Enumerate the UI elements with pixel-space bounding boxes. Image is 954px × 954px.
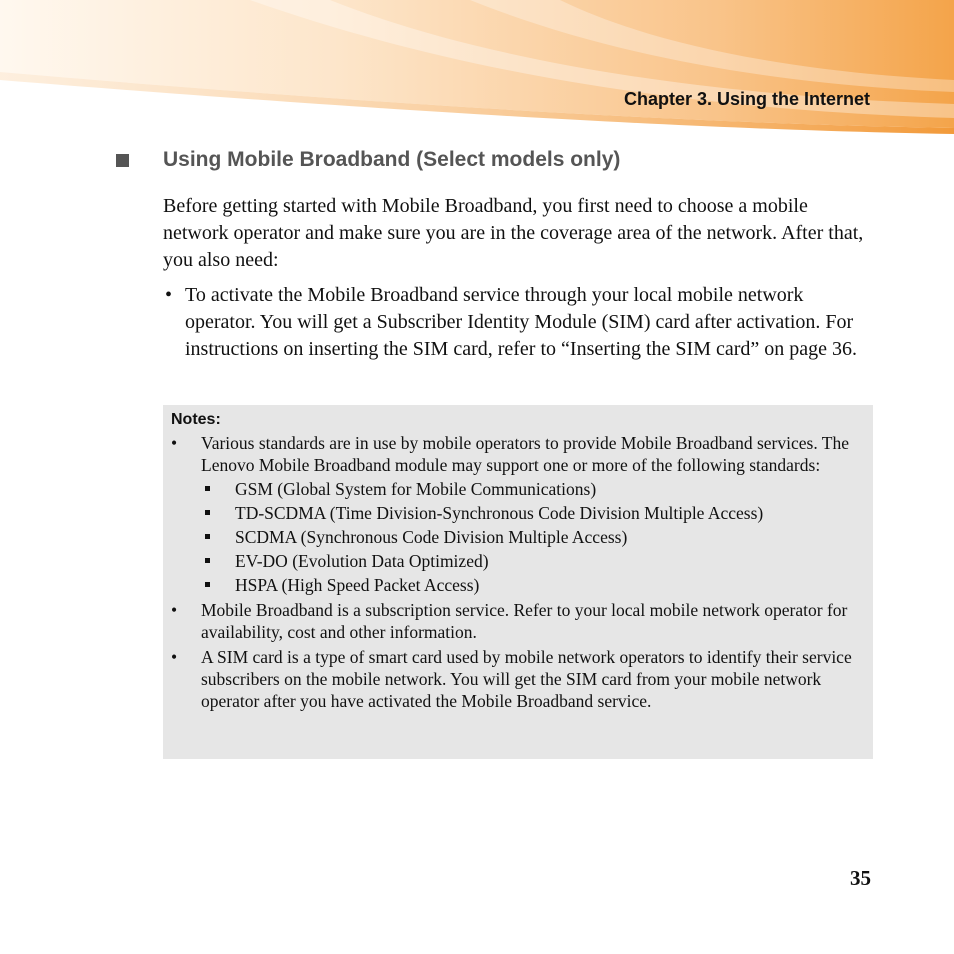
section-heading [116, 148, 620, 172]
standard-item [201, 550, 865, 572]
standard-item [201, 502, 865, 524]
standard-item [201, 478, 865, 500]
square-bullet-icon [205, 582, 210, 587]
standard-text: GSM (Global System for Mobile Communications) [235, 479, 597, 499]
bullet-icon: • [171, 647, 178, 667]
standard-text: HSPA (High Speed Packet Access) [235, 575, 480, 595]
notes-list [171, 432, 873, 712]
chapter-title: Chapter 3. Using the Internet [623, 89, 870, 109]
square-bullet-icon [205, 558, 210, 563]
standard-item [201, 574, 865, 596]
note-item [171, 599, 873, 643]
square-bullet-icon [205, 510, 210, 515]
standard-item [201, 526, 865, 548]
note-text: Various standards are in use by mobile operators to provide Mobile Broadband services. The Lenovo Mobile Broadband module may support one or more of the following standards: [201, 433, 849, 475]
bullet-icon: • [171, 433, 178, 453]
standard-text: EV-DO (Evolution Data Optimized) [235, 551, 489, 571]
bullet-icon: • [171, 600, 178, 620]
notes-box [163, 405, 873, 759]
note-text: A SIM card is a type of smart card used by mobile network operators to identify their service subscribers on the mobile network. You will get the SIM card from your mobile network operator after you have activated the Mobile Broadband service. [201, 647, 852, 711]
header-swoosh-decoration [0, 0, 954, 140]
notes-heading: Notes: [171, 411, 221, 428]
section-title: Using Mobile Broadband (Select models only) [163, 148, 621, 171]
square-bullet-icon [116, 154, 129, 167]
intro-paragraph: Before getting started with Mobile Broadband, you first need to choose a mobile network operator and make sure you are in the coverage area of the network. After that, you also need: [163, 195, 864, 271]
note-item [171, 646, 873, 712]
requirements-list [163, 282, 875, 363]
square-bullet-icon [205, 534, 210, 539]
bullet-icon: • [165, 284, 173, 306]
page-number: 35 [850, 866, 871, 890]
standards-list [201, 478, 865, 596]
list-item [163, 282, 875, 363]
note-item [171, 432, 873, 596]
standard-text: TD-SCDMA (Time Division-Synchronous Code Division Multiple Access) [235, 503, 764, 523]
list-item-text: To activate the Mobile Broadband service through your local mobile network operator. You will get a Subscriber Identity Module (SIM) card after activation. For instructions on inserting the SIM card, refer to “Inserting the SIM card” on page 36. [185, 284, 858, 360]
square-bullet-icon [205, 486, 210, 491]
note-text: Mobile Broadband is a subscription service. Refer to your local mobile network operator for availability, cost and other information. [201, 600, 848, 642]
standard-text: SCDMA (Synchronous Code Division Multiple Access) [235, 527, 628, 547]
